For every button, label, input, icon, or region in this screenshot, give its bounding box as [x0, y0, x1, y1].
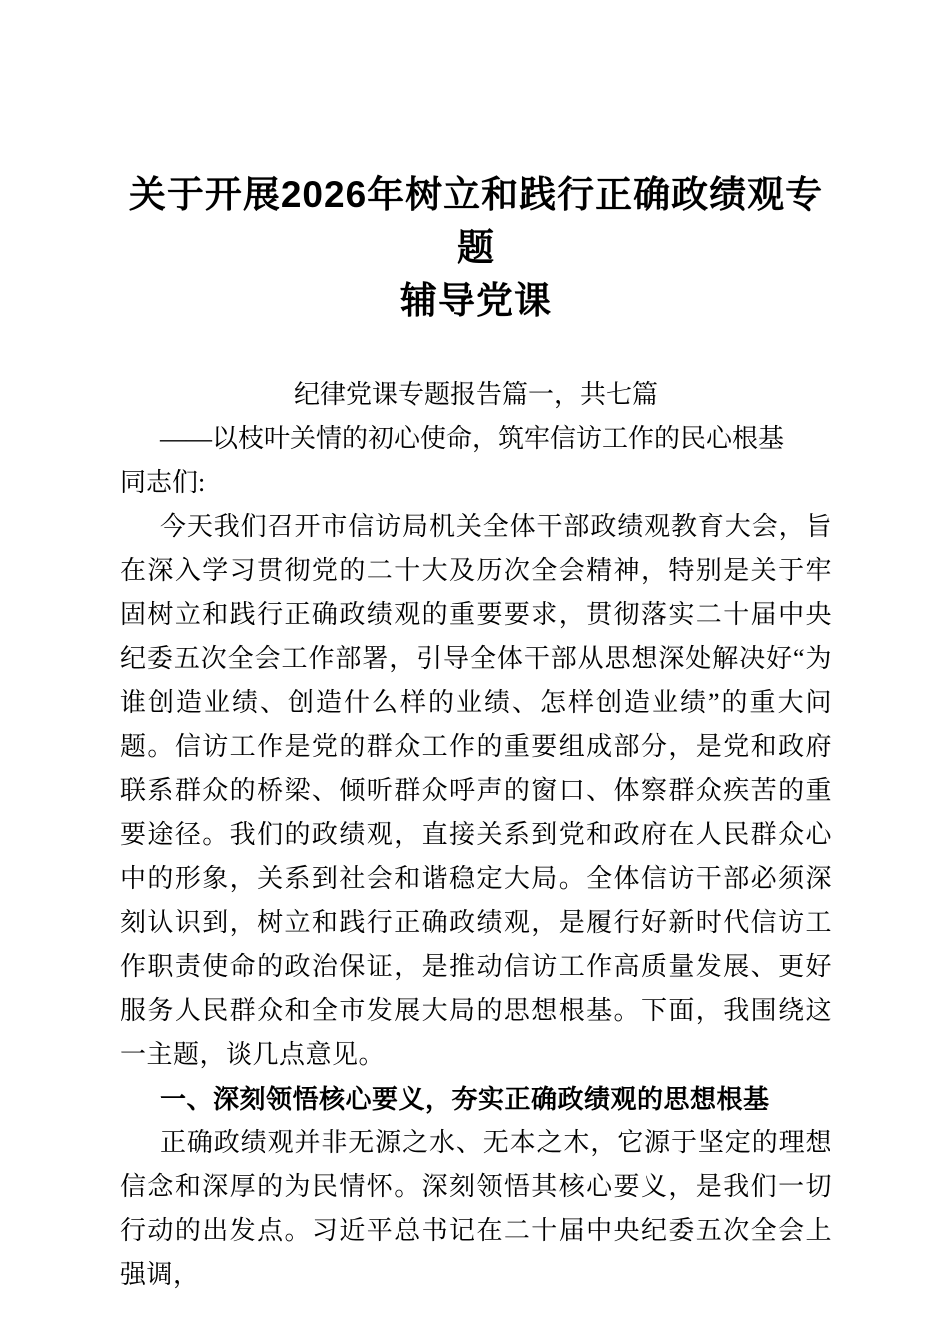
document-title — [120, 168, 832, 327]
document-subtitle: ——以枝叶关情的初心使命，筑牢信访工作的民心根基 — [160, 424, 785, 453]
series-label: 纪律党课专题报告篇一，共七篇 — [293, 380, 658, 409]
document-title-line-1: 关于开展2026年树立和践行正确政绩观专题 — [128, 174, 824, 268]
paragraph-2: 正确政绩观并非无源之水、无本之木，它源于坚定的理想信念和深厚的为民情怀。深刻领悟其核心要义，是我们一切行动的出发点。习近平总书记在二十届中央纪委五次全会上强调， — [120, 1128, 832, 1289]
section-heading-1: 一、深刻领悟核心要义，夯实正确政绩观的思想根基 — [160, 1084, 770, 1114]
document-title-line-2: 辅导党课 — [400, 280, 552, 321]
paragraph-1: 今天我们召开市信访局机关全体干部政绩观教育大会，旨在深入学习贯彻党的二十大及历次全会精神，特别是关于牢固树立和践行正确政绩观的重要要求，贯彻落实二十届中央纪委五次全会工作部署，引导全体干部从思想深处解决好“为谁创造业绩、创造什么样的业绩、怎样创造业绩”的重大问题。信访工作是党的群众工作的重要组成部分，是党和政府联系群众的桥梁、倾听群众呼声的窗口、体察群众疾苦的重要途径。我们的政绩观，直接关系到党和政府在人民群众心中的形象，关系到社会和谐稳定大局。全体信访干部必须深刻认识到，树立和践行正确政绩观，是履行好新时代信访工作职责使命的政治保证，是推动信访工作高质量发展、更好服务人民群众和全市发展大局的思想根基。下面，我围绕这一主题，谈几点意见。 — [120, 512, 832, 1069]
salutation: 同志们: — [120, 468, 206, 497]
